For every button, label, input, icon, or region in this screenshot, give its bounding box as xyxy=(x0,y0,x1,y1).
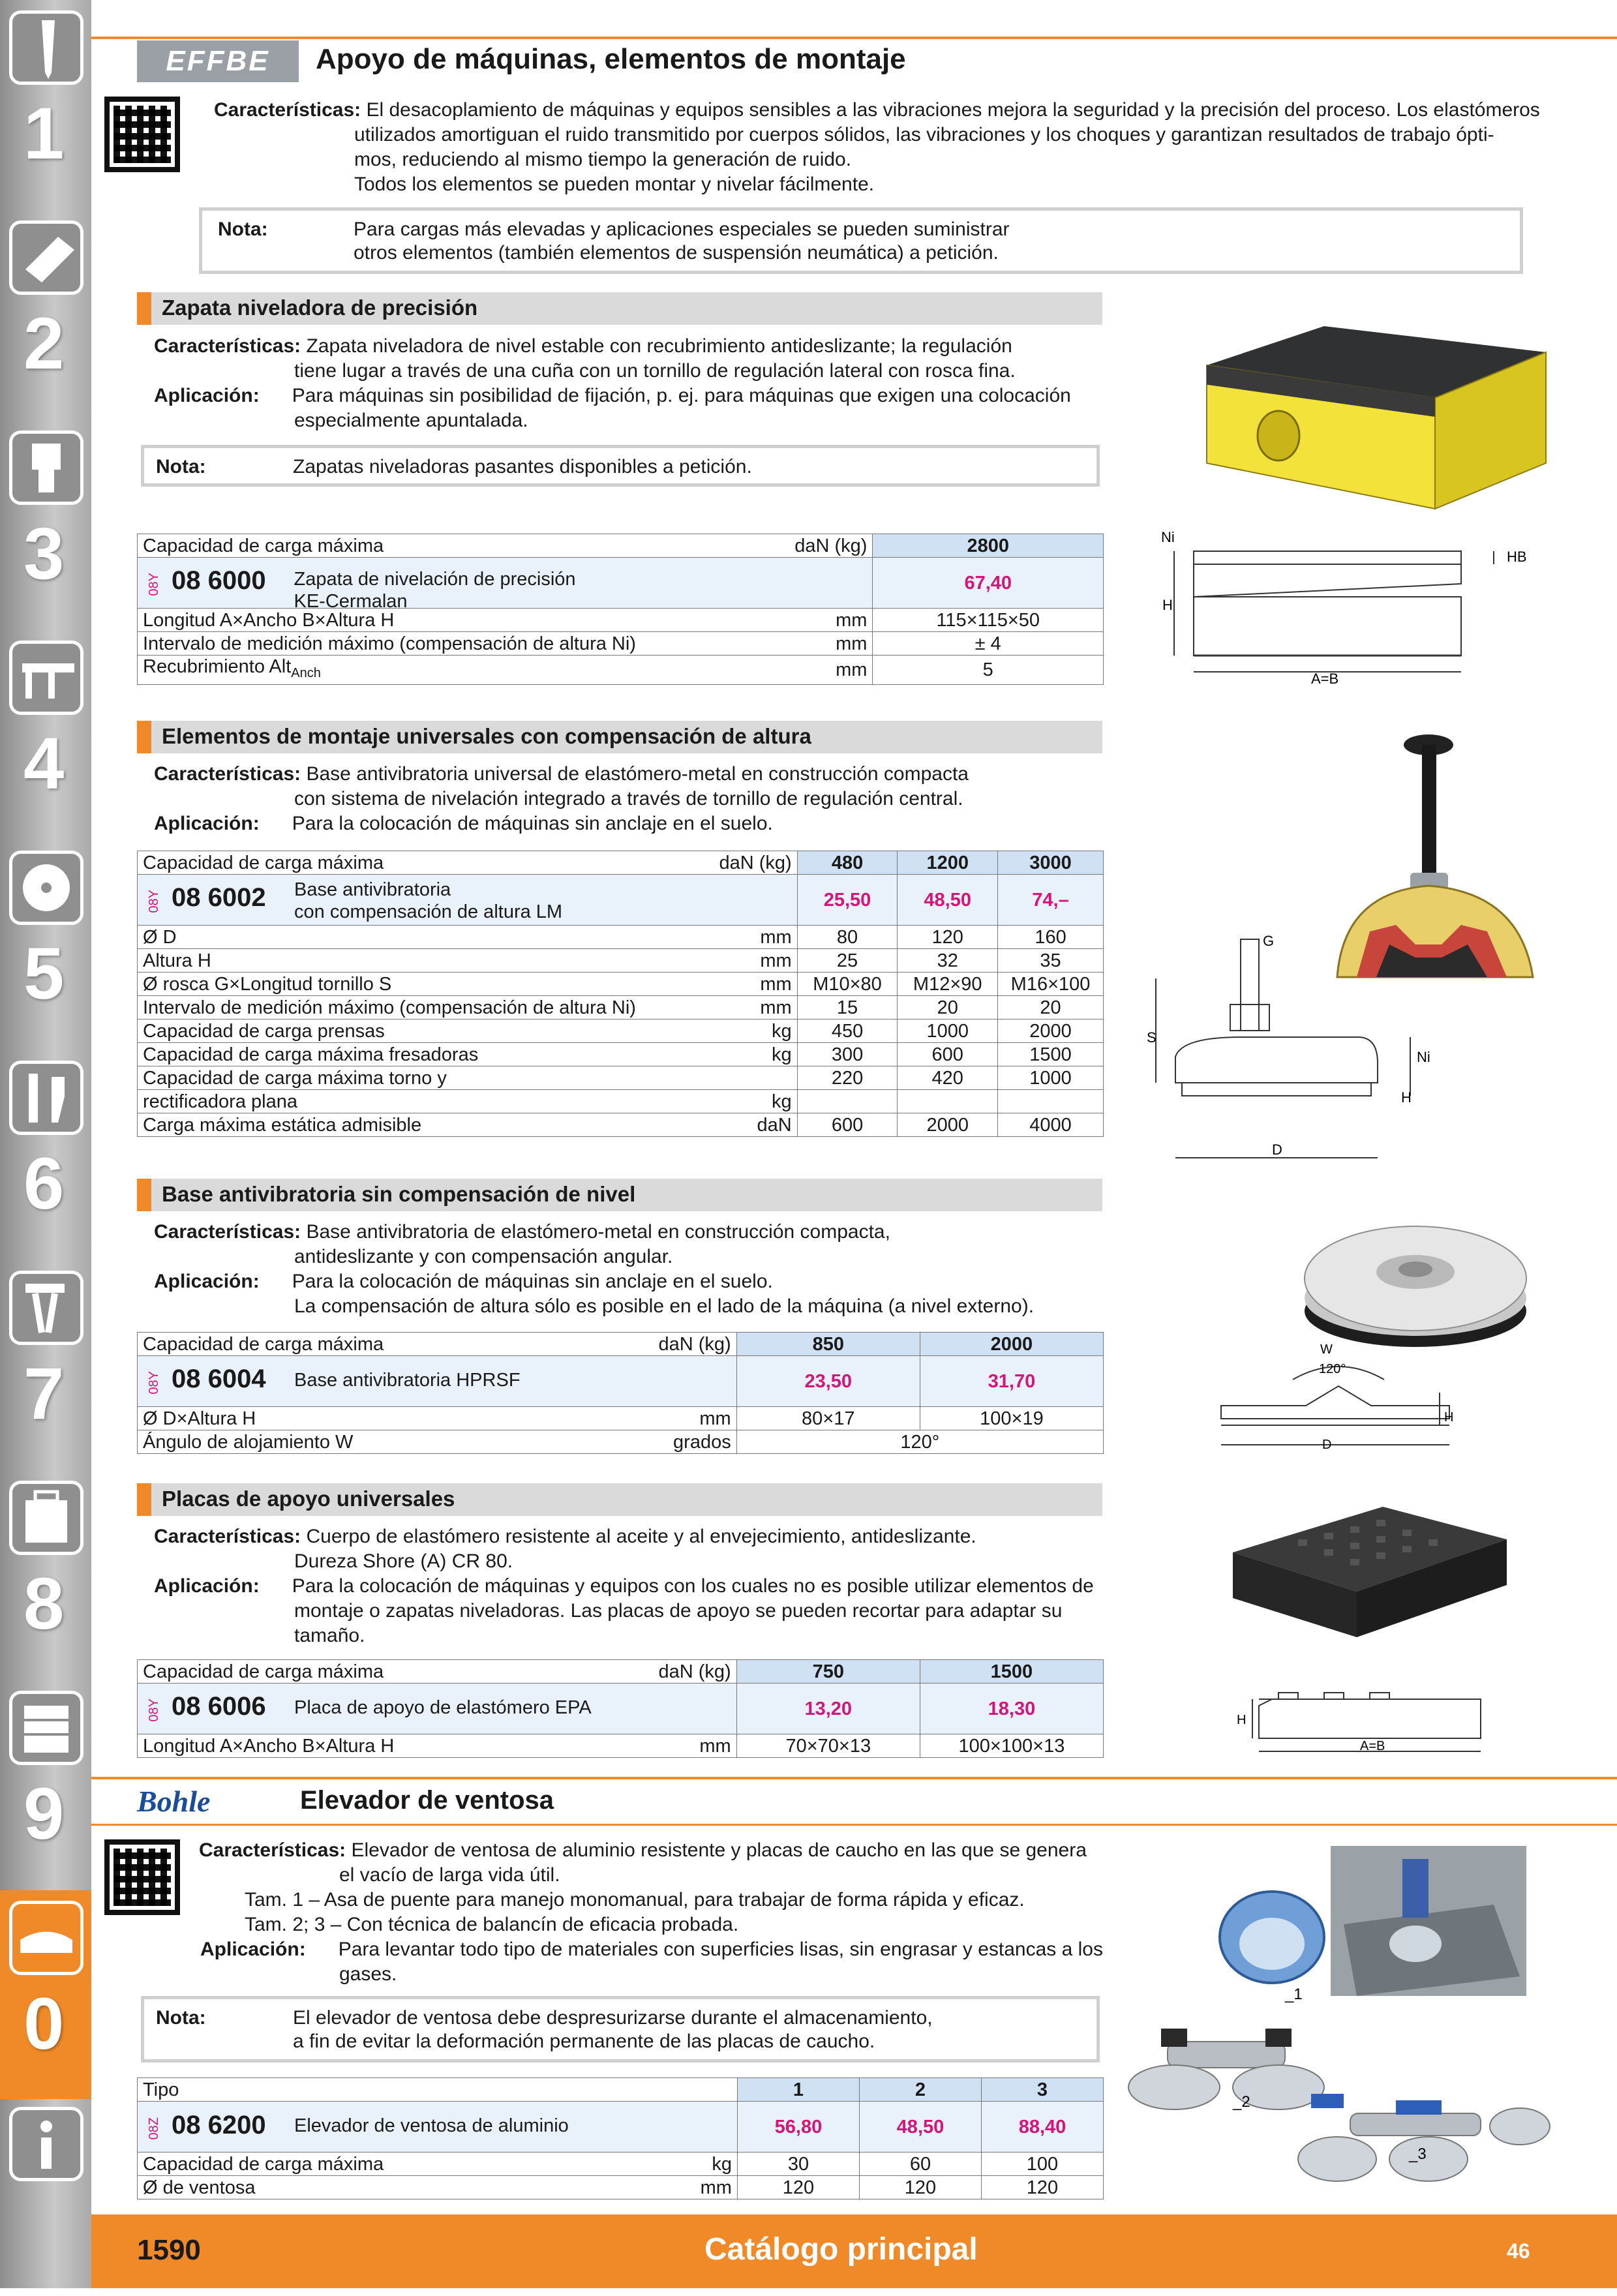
chapter-sidebar xyxy=(0,0,91,2288)
price: 25,50 xyxy=(797,875,898,926)
article-number[interactable]: 08 6006 xyxy=(172,1692,266,1721)
pliers-icon xyxy=(9,1271,83,1345)
table-086006: Capacidad de carga máxima daN (kg) 750 1500 08Y 08 6006 Placa de apoyo de elastómero EPA 13,20 18,30 Longitud A×Ancho B×Altura H mm 70×70×13 100×100×13 xyxy=(137,1659,1104,1758)
angle-label: 120° xyxy=(1319,1362,1346,1376)
section-header-base: Base antivibratoria sin compensación de nivel xyxy=(137,1179,1102,1211)
s5-note: Nota: El elevador de ventosa debe despresurizarse durante el almacenamiento, a fin de evitar la deformación permanente de las placas de caucho. xyxy=(141,1996,1100,2062)
s3-text: Características: Base antivibratoria de elastómero-metal en construcción compacta, antideslizante y con compensación angular. Aplicación: Para la colocación de máquinas sin anclaje en el suelo. La compensación de altura sólo es posible en el lado de la máquina (a nivel externo). xyxy=(154,1221,1035,1317)
fig-label-2: _2 xyxy=(1233,2093,1250,2111)
g-label: G xyxy=(1263,933,1275,949)
bohle-rule-top xyxy=(91,1777,1617,1779)
h-label-2: H xyxy=(1401,1089,1412,1106)
ab-label: A=B xyxy=(1311,671,1339,687)
saw-blade-icon xyxy=(9,851,83,925)
caliper-icon xyxy=(9,641,83,715)
chapter-tab-6[interactable] xyxy=(0,1050,91,1259)
section-header-zapata: Zapata niveladora de precisión xyxy=(137,292,1102,325)
ni-label: Ni xyxy=(1161,529,1175,545)
fig-label-3: _3 xyxy=(1409,2145,1427,2163)
h-label-3: H xyxy=(1444,1410,1454,1425)
section-header-montaje: Elementos de montaje universales con compensación de altura xyxy=(137,721,1102,753)
antivibration-base-drawing xyxy=(1215,1340,1462,1458)
table-086004: Capacidad de carga máxima daN (kg) 850 2000 08Y 08 6004 Base antivibratoria HPRSF 23,50 31,70 Ø D×Altura H mm 80×17 100×19 Ángulo de alojamiento W grados 120° xyxy=(137,1332,1104,1454)
intro-features: Características: El desacoplamiento de máquinas y equipos sensibles a las vibraciones mejora la seguridad y la precisión del proceso. Los elastómeros utilizados amortiguan el ruido transmitido por cuerpos sólidos, las vibraciones y los choques y garantizan resultados de trabajo ópti- mos, reduciendo al mismo tiempo la generación de ruido. Todos los elementos se pueden montar y nivelar fácilmente. xyxy=(214,99,1540,195)
wrench-icon xyxy=(9,1061,83,1135)
workbench-icon xyxy=(9,1691,83,1765)
w-label: W xyxy=(1320,1342,1333,1357)
chapter-tab-1[interactable] xyxy=(0,0,91,209)
price: 31,70 xyxy=(920,1356,1103,1407)
chapter-number: 7 xyxy=(23,1353,65,1434)
price: 56,80 xyxy=(737,2102,859,2152)
s5-text: Características: Elevador de ventosa de aluminio resistente y placas de caucho en las que se genera el vacío de larga vida útil. Tam. 1 – Asa de puente para manejo monomanual, para trabajar de forma rápida y eficaz. Tam. 2; 3 – Con técnica de balancín de eficacia probada. Aplicación: Para levantar todo tipo de materiales con superficies lisas, sin engrasar y estancas a los gases. xyxy=(199,1839,1103,1985)
chapter-tab-2[interactable] xyxy=(0,210,91,419)
article-number[interactable]: 08 6000 xyxy=(172,566,266,596)
page-footer xyxy=(91,2214,1617,2288)
chapter-tab-i[interactable] xyxy=(0,2100,91,2296)
qr-code-icon-2[interactable] xyxy=(104,1839,180,1915)
chapter-tab-3[interactable] xyxy=(0,420,91,629)
price: 18,30 xyxy=(920,1684,1103,1734)
suction-lifter-photo-1 xyxy=(1207,1846,1533,2002)
effbe-logo: EFFBE xyxy=(137,40,299,82)
h-label-4: H xyxy=(1237,1713,1247,1727)
chapter-tab-5[interactable] xyxy=(0,840,91,1049)
chapter-number: 9 xyxy=(23,1773,65,1854)
page-number: 1590 xyxy=(137,2234,201,2266)
chapter-number: 5 xyxy=(23,933,65,1014)
price: 13,20 xyxy=(736,1684,920,1734)
support-plate-photo xyxy=(1226,1500,1513,1650)
chapter-number: 6 xyxy=(23,1143,65,1224)
antivibration-mount-drawing xyxy=(1143,926,1436,1174)
toolbox-icon xyxy=(9,1481,83,1555)
table-086002: Capacidad de carga máxima daN (kg) 480 1200 3000 08Y 08 6002 Base antivibratoria con compensación de altura LM 25,50 48,50 74,– Ø D mm 80 120 160 Altura H mm 25 32 35 Ø rosca G×Longitud tornillo S mm M10×80 M12×90 M16×100 Intervalo de medición máximo (compensación de altura Ni) mm 15 20 20 Capacidad de carga prensas kg 450 1000 2000 Capacidad de carga máxima fresadoras kg 300 600 1500 Capacidad de carga máxima torno y 220 420 1000 rectificadora plana kg Carga máxima estática admisible daN 600 2000 4000 xyxy=(137,851,1104,1137)
s-label: S xyxy=(1147,1029,1156,1046)
chapter-number: 2 xyxy=(23,303,65,384)
info-icon xyxy=(9,2107,83,2181)
hb-label: HB xyxy=(1507,549,1527,565)
chapter-tab-8[interactable] xyxy=(0,1470,91,1679)
article-number[interactable]: 08 6200 xyxy=(172,2110,266,2139)
price: 74,– xyxy=(998,875,1104,926)
leveling-pad-drawing xyxy=(1155,525,1527,687)
header-rule xyxy=(91,37,1617,39)
s4-text: Características: Cuerpo de elastómero resistente al aceite y al envejecimiento, antideslizante. Dureza Shore (A) CR 80. Aplicación: Para la colocación de máquinas y equipos con los cuales no es posible utilizar elementos de montaje o zapatas niveladoras. Las placas de apoyo se pueden recortar para adaptar su tamaño. xyxy=(154,1526,1094,1646)
s1-text: Características: Zapata niveladora de nivel estable con recubrimiento antideslizante; la regulación tiene lugar a través de una cuña con un tornillo de regulación lateral con rosca fina. Aplicación: Para máquinas sin posibilidad de fijación, p. ej. para máquinas que exigen una colocación especialmente apuntalada. xyxy=(154,335,1071,431)
footer-number: 46 xyxy=(1507,2239,1530,2263)
ab-label-4: A=B xyxy=(1360,1739,1385,1753)
leveling-pad-photo xyxy=(1194,313,1559,522)
s2-text: Características: Base antivibratoria universal de elastómero-metal en construcción compacta con sistema de nivelación integrado a través de tornillo de regulación central. Aplicación: Para la colocación de máquinas sin anclaje en el suelo. xyxy=(154,763,969,834)
support-plate-drawing xyxy=(1233,1673,1494,1758)
suction-lifter-photo-2-3 xyxy=(1122,2016,1552,2192)
table-086200: Tipo 1 2 3 08Z 08 6200 Elevador de ventosa de aluminio 56,80 48,50 88,40 Capacidad de carga máxima kg 30 60 100 Ø de ventosa mm 120 120 120 xyxy=(137,2077,1104,2199)
catalog-title: Catálogo principal xyxy=(704,2232,978,2267)
chapter-number: 8 xyxy=(23,1563,65,1644)
ni-label-2: Ni xyxy=(1417,1049,1430,1065)
chapter-tab-7[interactable] xyxy=(0,1260,91,1469)
chapter-number: 1 xyxy=(23,93,65,174)
cutting-insert-icon xyxy=(9,220,83,295)
antivibration-base-photo xyxy=(1298,1213,1533,1350)
intro-note: Nota: Para cargas más elevadas y aplicaciones especiales se pueden suministrar otros elementos (también elementos de suspensión neumática) a petición. xyxy=(199,207,1523,274)
chapter-tab-9[interactable] xyxy=(0,1680,91,1889)
section-header-placas: Placas de apoyo universales xyxy=(137,1483,1102,1516)
chapter-number: 4 xyxy=(23,723,65,804)
price: 48,50 xyxy=(859,2102,981,2152)
price: 67,40 xyxy=(873,558,1104,609)
bohle-logo: Bohle xyxy=(137,1785,211,1818)
d-label: D xyxy=(1272,1141,1282,1158)
price: 88,40 xyxy=(981,2102,1103,2152)
chapter-tab-0[interactable] xyxy=(0,1890,91,2099)
chapter-tab-4[interactable] xyxy=(0,630,91,839)
safety-goggles-icon xyxy=(9,1901,83,1975)
h-label: H xyxy=(1162,597,1173,613)
chapter-number: 3 xyxy=(23,513,65,594)
table-086000: Capacidad de carga máxima daN (kg) 2800 08Y 08 6000 Zapata de nivelación de precisión KE-Cermalan 67,40 Longitud A×Ancho B×Altura H mm 115×115×50 Intervalo de medición máximo (compensación de altura Ni) mm ± 4 Recubrimiento Alt$_{Anch}$ mm 5 xyxy=(137,534,1104,685)
chapter-number: 0 xyxy=(23,1983,65,2064)
bohle-rule-bottom xyxy=(91,1824,1617,1826)
tool-holder-icon xyxy=(9,430,83,505)
s1-note: Nota: Zapatas niveladoras pasantes disponibles a petición. xyxy=(141,445,1100,487)
article-number[interactable]: 08 6002 xyxy=(172,883,266,913)
article-number[interactable]: 08 6004 xyxy=(172,1365,266,1394)
fig-label-1: _1 xyxy=(1285,1986,1303,2003)
qr-code-icon[interactable] xyxy=(104,97,180,172)
price: 48,50 xyxy=(898,875,998,926)
d-label-3: D xyxy=(1322,1438,1332,1452)
page-title: Apoyo de máquinas, elementos de montaje xyxy=(316,43,906,75)
bohle-title: Elevador de ventosa xyxy=(300,1786,554,1815)
price: 23,50 xyxy=(736,1356,920,1407)
drill-bit-icon xyxy=(9,10,83,85)
